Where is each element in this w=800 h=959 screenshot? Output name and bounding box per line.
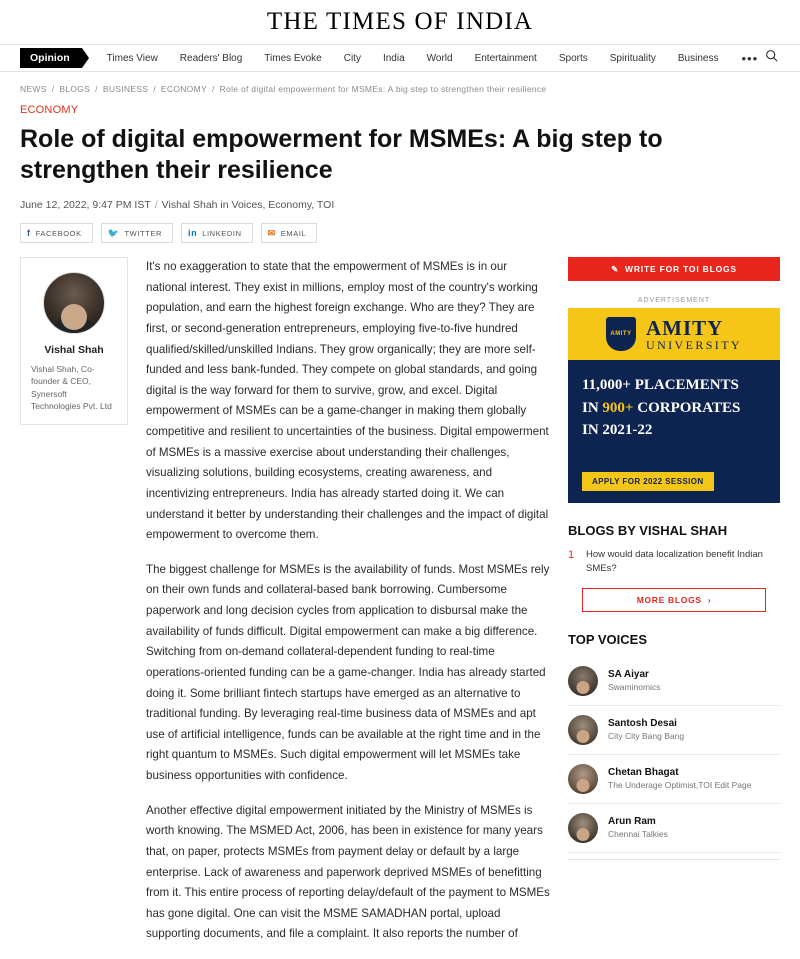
- voice-name[interactable]: SA Aiyar: [608, 669, 649, 681]
- site-logo[interactable]: THE TIMES OF INDIA: [266, 8, 534, 35]
- breadcrumb-economy[interactable]: ECONOMY: [160, 84, 207, 94]
- avatar: [43, 272, 105, 334]
- email-icon: ✉: [267, 227, 276, 238]
- breadcrumb-current: Role of digital empowerment for MSMEs: A big step to strengthen their resilience: [219, 84, 547, 94]
- more-blogs-label: MORE BLOGS: [636, 594, 702, 605]
- nav-item-opinion[interactable]: Opinion: [20, 48, 82, 68]
- voice-subtitle: Swaminomics: [608, 682, 661, 693]
- breadcrumb-business[interactable]: BUSINESS: [102, 84, 149, 94]
- avatar: [568, 666, 598, 696]
- top-voices-heading: TOP VOICES: [568, 631, 647, 647]
- share-email-button[interactable]: [261, 223, 318, 243]
- nav-item-times-evoke[interactable]: Times Evoke: [264, 52, 322, 64]
- list-item[interactable]: [568, 657, 780, 706]
- share-linkedin-label: LINKEDIN: [202, 228, 242, 238]
- ad-copy: [568, 360, 780, 442]
- ad-cta-button[interactable]: APPLY FOR 2022 SESSION: [582, 472, 714, 491]
- ad-brand: [646, 315, 742, 352]
- nav-item-times-view[interactable]: Times View: [106, 52, 158, 64]
- voice-subtitle: Chennai Talkies: [608, 829, 668, 840]
- linkedin-icon: in: [188, 228, 198, 238]
- nav-item-entertainment[interactable]: Entertainment: [474, 52, 537, 64]
- nav-item-world[interactable]: World: [426, 52, 453, 64]
- nav-item-city[interactable]: City: [343, 52, 361, 64]
- nav-item-business[interactable]: Business: [677, 52, 719, 64]
- author-card: [20, 257, 128, 425]
- author-description: Vishal Shah, Co-founder & CEO, Synersoft Technologies Pvt. Ltd: [31, 364, 112, 411]
- search-icon[interactable]: [765, 49, 778, 67]
- write-for-toi-blogs-button[interactable]: [568, 257, 780, 281]
- article-paragraph-3: Another effective digital empowerment initiated by the Ministry of MSMEs is worth knowing. The MSMED Act, 2006, has been in existence for many years that, on paper, protects MSMEs from payment delay or default by a large enterprise. Lack of awareness and paperwork deprived MSMEs of benefitting from it. This entire process of reporting delay/default of the payment to MSMEs has gone digital. One can visit the MSME SAMADHAN portal, upload supporting documents, and file a complaint. It also reports the number of: [146, 803, 550, 941]
- article-date: June 12, 2022, 9:47 PM IST: [20, 199, 151, 211]
- divider: [568, 859, 780, 860]
- main-navigation: [0, 44, 800, 72]
- author-column: [20, 257, 128, 959]
- breadcrumb-blogs[interactable]: BLOGS: [59, 84, 91, 94]
- avatar: [568, 715, 598, 745]
- article-paragraph-1: It's no exaggeration to state that the empowerment of MSMEs is in our national interest. They exist in millions, employ most of the country's working population, and earn the highest foreign exchange. Who are they? They are first, or second-generation entrepreneurs, employing five-to-five hundred qualified/skilled/unskilled Indians. They grow organically; they are more self-funded and less bank-funded. They compete on global standards, and going digital is the way forward for them to survive, grow, and excel. Digital empowerment of MSMEs can be a game-changer in making them globally competitive and resilient to uncertainties of the business. Digital empowerment of MSMEs is a massive exercise about understanding their challenges, visualizing solutions, building ecosystems, creating awareness, and incentivizing entrepreneurs. India has already started doing it. We can understand it better by understanding their challenges and the impact of digital empowerment to overcome them.: [146, 260, 549, 542]
- list-item[interactable]: [568, 804, 780, 853]
- ad-line-3: IN 2021-22: [582, 422, 653, 438]
- voice-name[interactable]: Santosh Desai: [608, 718, 677, 730]
- avatar: [568, 764, 598, 794]
- ad-line-2-highlight: 900+: [602, 399, 634, 416]
- amity-crest-icon: AMITY: [606, 317, 636, 351]
- share-facebook-button[interactable]: [20, 223, 93, 243]
- advertisement-banner[interactable]: [568, 308, 780, 503]
- write-button-label: WRITE FOR TOI BLOGS: [625, 264, 737, 274]
- list-item[interactable]: [568, 548, 780, 576]
- article-author-line[interactable]: Vishal Shah in Voices, Economy, TOI: [161, 199, 335, 211]
- share-facebook-label: FACEBOOK: [35, 228, 82, 238]
- share-buttons: [20, 223, 780, 243]
- ad-brand-line2: UNIVERSITY: [646, 337, 742, 352]
- masthead: [0, 0, 800, 44]
- twitter-icon: 🐦: [107, 227, 120, 238]
- voice-subtitle: City City Bang Bang: [608, 731, 685, 742]
- voice-subtitle: The Underage Optimist,TOI Edit Page: [608, 780, 752, 791]
- sidebar: [568, 257, 780, 959]
- article-header: [0, 104, 800, 243]
- ad-line-1: 11,000+ PLACEMENTS: [582, 377, 739, 393]
- chevron-right-icon: ›: [707, 594, 712, 605]
- breadcrumb: NEWS / BLOGS / BUSINESS / ECONOMY / Role of digital empowerment for MSMEs: A big step to strengthen their resilience: [20, 84, 547, 94]
- share-email-label: EMAIL: [280, 228, 307, 238]
- ad-line-2-pre: IN: [582, 399, 603, 416]
- article-byline: June 12, 2022, 9:47 PM IST / Vishal Shah in Voices, Economy, TOI: [20, 199, 335, 211]
- nav-item-sports[interactable]: Sports: [558, 52, 588, 64]
- article-paragraph-2: The biggest challenge for MSMEs is the availability of funds. Most MSMEs rely on their own funds and collateral-based bank borrowing. Cumbersome paperwork and long decision cycles from application to disbursal make the availability of funds difficult. Digital empowerment can make a big difference. Switching from on-demand collateral-dependent funding to real-time operations-oriented funding can be a game-changer. India has already started doing it. Some brilliant fintech startups have emerged as an alternative to traditional funding. By leveraging real-time business data of MSMEs and apt use of artificial intelligence, funds can be available at the right time and in the right quantum to MSMEs. Such digital empowerment will let MSMEs take business opportunities with confidence.: [146, 562, 550, 782]
- blogs-by-author-heading: BLOGS BY VISHAL SHAH: [568, 523, 728, 538]
- ad-header: [568, 308, 780, 360]
- pencil-icon: ✎: [611, 263, 620, 274]
- blog-item-number: 1: [568, 549, 575, 561]
- blog-item-title[interactable]: How would data localization benefit Indian SMEs?: [586, 549, 763, 574]
- ad-brand-line1: AMITY: [646, 315, 724, 340]
- advertisement-label: ADVERTISEMENT: [637, 297, 711, 304]
- ad-line-2-post: CORPORATES: [633, 399, 741, 416]
- more-blogs-button[interactable]: [582, 588, 766, 612]
- nav-item-readers-blog[interactable]: Readers' Blog: [179, 52, 243, 64]
- list-item[interactable]: [568, 706, 780, 755]
- share-linkedin-button[interactable]: [181, 223, 253, 243]
- voice-name[interactable]: Chetan Bhagat: [608, 767, 679, 779]
- avatar: [568, 813, 598, 843]
- share-twitter-label: TWITTER: [124, 228, 163, 238]
- list-item[interactable]: [568, 755, 780, 804]
- article-category[interactable]: ECONOMY: [20, 104, 79, 116]
- nav-more-button[interactable]: •••: [741, 50, 759, 66]
- nav-item-spirituality[interactable]: Spirituality: [609, 52, 656, 64]
- content-layout: [0, 257, 800, 959]
- voice-name[interactable]: Arun Ram: [608, 816, 656, 828]
- page-title: Role of digital empowerment for MSMEs: A big step to strengthen their resilience: [20, 125, 663, 184]
- article-body: [146, 257, 550, 959]
- author-name[interactable]: Vishal Shah: [44, 344, 104, 356]
- share-twitter-button[interactable]: [101, 223, 173, 243]
- ad-line-2: [582, 397, 766, 420]
- nav-item-india[interactable]: India: [382, 52, 405, 64]
- breadcrumb-news[interactable]: NEWS: [20, 84, 47, 94]
- facebook-icon: f: [27, 228, 31, 238]
